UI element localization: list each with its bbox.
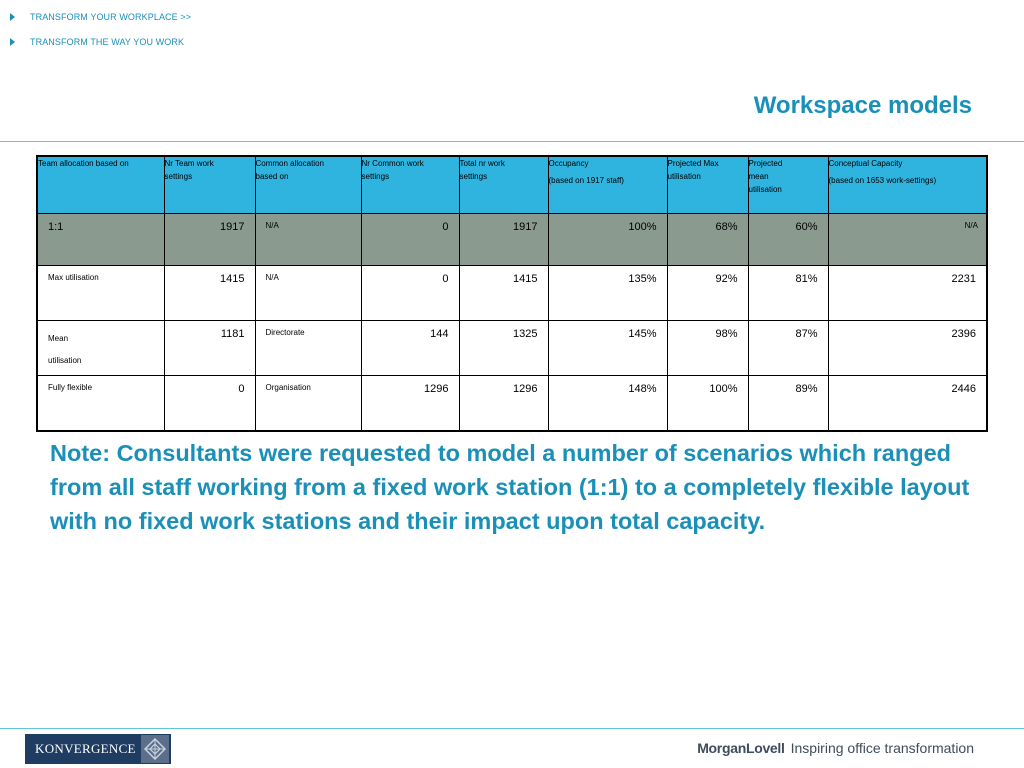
row-label: Mean utilisation: [37, 321, 164, 376]
nav-link-label: TRANSFORM YOUR WORKPLACE >>: [30, 12, 192, 22]
table-cell: 1296: [361, 376, 459, 432]
table-cell: 92%: [667, 266, 748, 321]
chevron-right-icon: [10, 13, 15, 21]
table-cell: 89%: [748, 376, 828, 432]
table-cell: 81%: [748, 266, 828, 321]
table-cell: 1415: [164, 266, 255, 321]
header-cell: Conceptual Capacity (based on 1653 work-settings): [828, 156, 987, 214]
brand-name: MorganLovell: [697, 740, 785, 756]
table-cell: 68%: [667, 214, 748, 266]
table-cell: 0: [164, 376, 255, 432]
header-cell: Total nr work settings: [459, 156, 548, 214]
table-row: [37, 376, 987, 432]
brand-tagline: Inspiring office transformation: [790, 740, 974, 756]
table-cell: 98%: [667, 321, 748, 376]
table-cell: 145%: [548, 321, 667, 376]
chevron-right-icon: [10, 38, 15, 46]
header-cell: Projected mean utilisation: [748, 156, 828, 214]
table-cell: 135%: [548, 266, 667, 321]
table-cell: 1917: [459, 214, 548, 266]
nav-link-transform-way[interactable]: [10, 37, 184, 47]
table-cell: 0: [361, 214, 459, 266]
header-cell: Projected Max utilisation: [667, 156, 748, 214]
table-cell: N/A: [255, 214, 361, 266]
row-label: Fully flexible: [37, 376, 164, 432]
footer-divider: [0, 728, 1024, 729]
table-header-row: [37, 156, 987, 214]
table-cell: 2396: [828, 321, 987, 376]
table-cell: 87%: [748, 321, 828, 376]
header-cell: Team allocation based on: [37, 156, 164, 214]
morgan-lovell-footer: [697, 740, 974, 756]
table-row: [37, 214, 987, 266]
table-cell: N/A: [255, 266, 361, 321]
header-divider: [0, 141, 1024, 142]
table-cell: 1296: [459, 376, 548, 432]
table-cell: 148%: [548, 376, 667, 432]
table-cell: 1415: [459, 266, 548, 321]
table-cell: Organisation: [255, 376, 361, 432]
header-cell: Nr Team work settings: [164, 156, 255, 214]
header-cell: Nr Common work settings: [361, 156, 459, 214]
table-row: [37, 321, 987, 376]
note-paragraph: Note: Consultants were requested to model a number of scenarios which ranged from all staff working from a fixed work station (1:1) to a completely flexible layout with no fixed work stations and their impact upon total capacity.: [50, 440, 970, 534]
table-row: [37, 266, 987, 321]
header-cell: Occupancy (based on 1917 staff): [548, 156, 667, 214]
table-cell: 1917: [164, 214, 255, 266]
table-cell: 144: [361, 321, 459, 376]
table-cell: 2446: [828, 376, 987, 432]
logo-wordmark: KONVERGENCE: [35, 741, 136, 756]
workspace-models-table: [36, 155, 988, 432]
page-title: Workspace models: [753, 92, 972, 119]
table-cell: Directorate: [255, 321, 361, 376]
table-cell: 60%: [748, 214, 828, 266]
table-cell: 0: [361, 266, 459, 321]
table-cell: 1181: [164, 321, 255, 376]
nav-link-transform-workplace[interactable]: [10, 12, 191, 22]
diamond-logo-icon: [141, 735, 169, 763]
table-cell: N/A: [828, 214, 987, 266]
table-cell: 1325: [459, 321, 548, 376]
konvergence-logo: [25, 734, 171, 764]
row-label: 1:1: [37, 214, 164, 266]
table-cell: 2231: [828, 266, 987, 321]
nav-link-label: TRANSFORM THE WAY YOU WORK: [30, 37, 185, 47]
row-label: Max utilisation: [37, 266, 164, 321]
header-cell: Common allocation based on: [255, 156, 361, 214]
table-cell: 100%: [667, 376, 748, 432]
table-cell: 100%: [548, 214, 667, 266]
